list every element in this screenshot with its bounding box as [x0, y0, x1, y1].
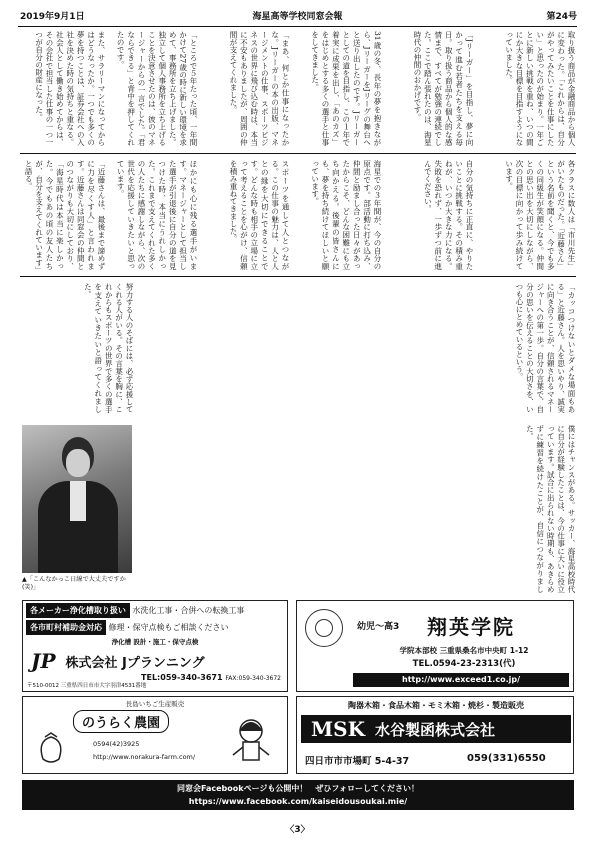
facebook-banner: [22, 780, 574, 810]
school-emblem-icon: [305, 609, 343, 647]
article-column: ほかにも心に残る選手がいます。マネージャーとして担当した選手が引退後に自分の道を見つけた時、本当にうれしかった。これまで支えてくれた多くの人たちに感謝しながら、次の世代を応援していきたいと思っています。: [116, 160, 198, 270]
address: 四日市市市場町 5-4-37: [305, 756, 410, 767]
ad-jplanning: [22, 600, 288, 692]
phone-number: TEL:059-340-3671: [141, 673, 223, 682]
facebook-message: 同窓会Facebookページも公開中！ ぜひフォローしてください！: [176, 784, 420, 793]
ad-label: 各メーカー浄化槽取り扱い: [26, 603, 130, 618]
page-number: 〈3〉: [285, 825, 310, 835]
ad-label: 各市町村補助金対応: [26, 620, 106, 635]
interview-photo: [22, 425, 132, 573]
facebook-url[interactable]: https://www.facebook.com/kaiseidousoukai.mie/: [188, 797, 408, 806]
article-column: 「カッコつけないとダメな場面もある」と近藤さん。人を思いやり、誠実に向き合うことが、信頼されるマネージャーへの第一歩。自分の言葉で、自分の思いを伝えることの大切さを、いつも心にとめているという。: [514, 283, 576, 413]
article-column: 「ところで５年たった頃、一年間かけて27歳の時に新しい環境を求めて、事務所を立ち上げました。独立して個人事務所を立ち上げることを決意させたのは、彼のマネージャーからの一言でした。「君ならできる」と背中を押してくれたのです。: [116, 31, 198, 146]
school-grades: 幼児〜高3: [357, 622, 400, 632]
header-rule: [18, 26, 577, 27]
ad-msk: [296, 696, 574, 774]
address: 〒510-0012 三重県四日市市大字羽津4531番地: [27, 683, 147, 689]
ad-text: 修理・保守点検もご相談ください: [108, 623, 229, 632]
farm-name: のうらく農園: [73, 710, 169, 733]
ad-farm: [22, 696, 288, 774]
article-column: 「Jリーガー」を目指し、夢に向かって進む若者たちを支える毎日。取り扱う商品から個人的な感情まで、すべてが勉強の連続でした。ここで踏ん張れたのは、海星時代の仲間のおかげです。: [412, 31, 474, 146]
phone-number: TEL.0594-23-2313(代): [412, 659, 516, 669]
photo-caption: ▲「こんなかっこ日線で大丈夫ですか(笑)」: [22, 576, 126, 591]
school-address: 学院本部校 三重県桑名市中央町 1-12: [399, 646, 529, 655]
article-column: 海星での３年間が、今の自分の原点です。部活動に打ち込み、仲間と励まし合った日々があったからこそ、どんな困難にも立ち向かえる。後輩の皆さんにも、夢を持ち続けてほしいと願っています。: [310, 160, 382, 270]
ad-exceed: [296, 600, 574, 692]
ad-text: 水洗化工事・合併への転換工事: [132, 606, 245, 615]
article-column: 「近藤さんは、最後まで諦めずに力を尽くす人」と言われます。近藤さんは同窓会の仲間とのつながりも大切にしており、「海星時代は本当に楽しかった。今でもあの頃の友人たちが、自分を支えてくれています」と語る。: [24, 160, 106, 270]
school-url[interactable]: http://www.exceed1.co.jp/: [353, 673, 569, 687]
phone-number: 059(331)6550: [467, 753, 546, 764]
phone-number: 0594(42)3925: [93, 740, 140, 748]
ad-tagline: 陶器木箱・食品木箱・モミ木箱・焼杉・製造販売: [348, 701, 524, 710]
article-column: 31歳の冬、長年の夢を抱きながら、JリーガーをJリーグの舞台へと送り出したのです。Jリーガーとしての道を目指し、この１年で着実に成果を出し、「あのカズ」をはじめとする多くの選手と仕事をしてきました。: [310, 31, 382, 146]
msk-logo: MSK: [311, 717, 365, 741]
article-column: 自分の気持ちに正直に、やりたいことに挑戦する。その積み重ねが、いつか大きな力になる。失敗を恐れず、一歩ずつ前に進んでください。: [423, 160, 474, 270]
strawberry-icon: [31, 731, 71, 767]
article-column: 取り扱う商品が金融商品から個人に変わった。「これからは、自分がやってみたいことを仕事にしたい」と思ったのが始まり。一年ごとに新しい挑戦を重ね、いつの間にか大きな目標を目指すようになっていました。: [504, 31, 576, 146]
row-divider: [20, 153, 576, 154]
article-column: 努力する人のそばには、必ず応援してくれる人がいる。その言葉を胸に、これからもスポーツの世界で多くの選手を支えていきたいと語ってくれました。: [83, 283, 134, 413]
issue-date: 2019年9月1日: [20, 12, 85, 22]
ad-tagline: 長島いちご生産販売: [125, 700, 185, 708]
company-name: 株式会社 Jプランニング: [65, 655, 205, 671]
article-column: スポーツを通して人とつながる。この仕事の魅力は、人と人との縁を大切にできることです。どんな時も相手の立場に立って考えることを心がけ、信頼を積み重ねてきました。: [228, 160, 290, 270]
fax-number: FAX:059-340-3672: [225, 675, 281, 682]
jp-logo: JP: [31, 649, 56, 673]
article-column: また、サラリーマンになってからはどうなったか。一つでも多くの夢を持つことは、証券会社への入社を決めた時の気持ちと重なる。社会人として働き始めてからは、その会社で担当した仕事の一つ一つが自分の財産になった。: [34, 31, 106, 146]
farm-url[interactable]: http://www.norakura-farm.com/: [93, 753, 196, 761]
school-name: 翔英学院: [427, 615, 515, 639]
farm-character-icon: [223, 711, 279, 767]
company-name: 水谷製函株式会社: [374, 720, 495, 739]
article-column: 「まあ、何とか仕事になったかな。Jリーガーの本の出版、マネージメントの仕事、スポーツビジネスの世界に飛び込む時は、本当に不安もありましたが、周囲の仲間が支えてくれました。: [228, 31, 290, 146]
newsletter-title: 海星高等学校同窓会報: [252, 12, 343, 22]
row-divider: [20, 276, 576, 277]
issue-number: 第24号: [546, 12, 577, 22]
article-column: 僕にはチャンスがある。サッカー、海星高校時代に自分が経験したことは、今の仕事に大いに役立っています。試合に出られない時期も、あきらめずに練習を続けたことが、自信につながりました。: [525, 425, 576, 593]
article-column: 各クラスに数人は「市川先生」がいたものだった。「近藤さん」という名前を聞くと、今でも多くの同級生が笑顔になる。仲間との思い出を大切にしながら、次の目標に向かって歩み続けています。: [504, 160, 576, 270]
ad-tagline: 浄化槽 設計・施工・保守点検: [111, 638, 199, 646]
